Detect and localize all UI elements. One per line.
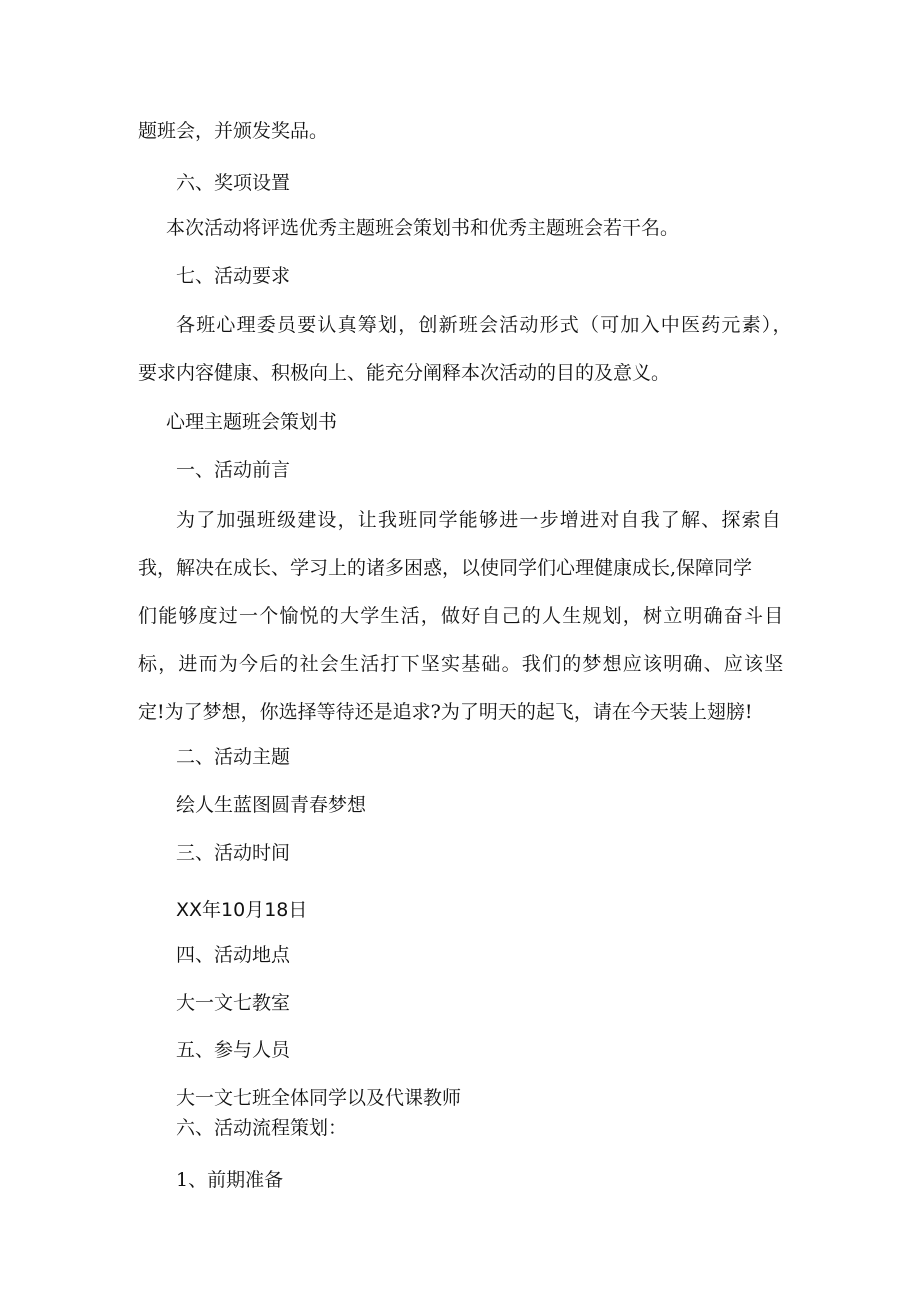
section-heading: 五、参与人员 [176,1039,291,1061]
paragraph-line: 绘人生蓝图圆青春梦想 [176,794,367,816]
paragraph-line: 标，进而为今后的社会生活打下坚实基础。我们的梦想应该明确、应该坚 [138,653,785,675]
paragraph-line: 定!为了梦想，你选择等待还是追求?为了明天的起飞，请在今天装上翅膀! [138,701,753,723]
paragraph-line: 各班心理委员要认真筹划，创新班会活动形式（可加入中医药元素）， [176,314,793,336]
section-heading: 一、活动前言 [176,459,291,481]
paragraph-line: 要求内容健康、积极向上、能充分阐释本次活动的目的及意义。 [138,362,671,384]
date-line: XX年10月18日 [176,899,308,921]
section-heading: 三、活动时间 [176,842,291,864]
paragraph-line: 大一文七教室 [176,992,291,1014]
subsection-heading: 1、前期准备 [176,1169,284,1191]
paragraph-line: 题班会，并颁发奖品。 [138,120,329,142]
paragraph-line: 本次活动将评选优秀主题班会策划书和优秀主题班会若干名。 [166,217,680,239]
section-heading: 二、活动主题 [176,746,291,768]
paragraph-line: 大一文七班全体同学以及代课教师 [176,1087,462,1109]
section-heading: 七、活动要求 [176,265,291,287]
section-heading: 六、奖项设置 [176,172,291,194]
section-heading: 四、活动地点 [176,944,291,966]
section-heading: 六、活动流程策划： [176,1117,348,1139]
document-title: 心理主题班会策划书 [166,411,338,433]
paragraph-line: 为了加强班级建设，让我班同学能够进一步增进对自我了解、探索自 [176,509,783,531]
paragraph-line: 们能够度过一个愉悦的大学生活，做好自己的人生规划，树立明确奋斗目 [138,605,785,627]
paragraph-line: 我，解决在成长、学习上的诸多困惑，以使同学们心理健康成长,保障同学 [138,557,753,579]
